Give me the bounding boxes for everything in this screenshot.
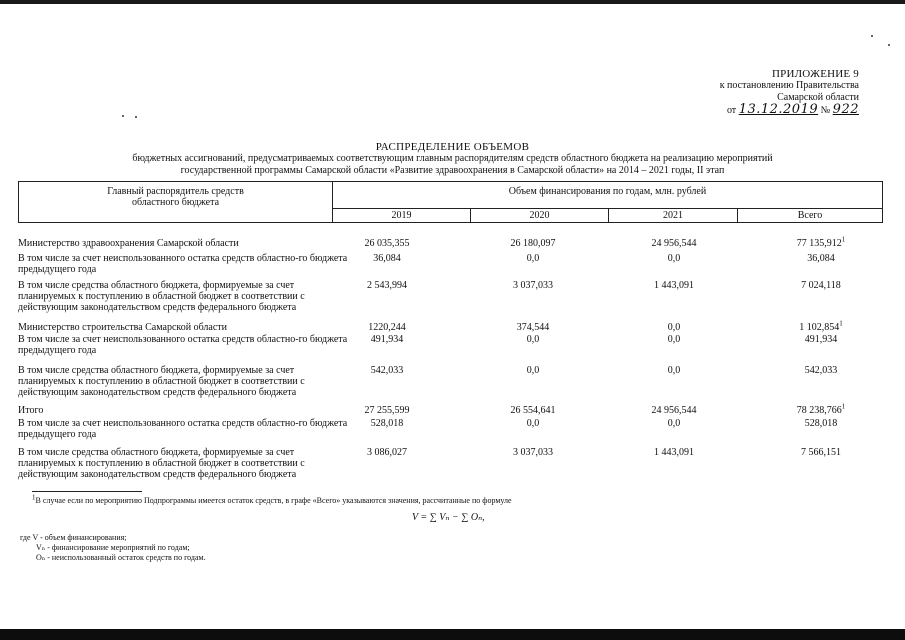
value-2019: 27 255,599	[364, 405, 410, 416]
row-label: В том числе средства областного бюджета, формируемые за счет планируемых к поступлению в областной бюджет в соответствии с действующим законодательством средств федерального бюджета	[18, 365, 305, 398]
value-2019: 542,033	[370, 365, 404, 376]
value-2021: 24 956,544	[651, 238, 697, 249]
value-2021: 0,0	[667, 365, 681, 376]
row-label: В том числе средства областного бюджета, формируемые за счет планируемых к поступлению в областной бюджет в соответствии с действующим законодательством средств федерального бюджета	[18, 280, 305, 313]
scan-speck	[888, 44, 890, 46]
footnote-mark: 1	[839, 319, 843, 328]
value-total: 528,018	[804, 418, 838, 429]
value-2019: 3 086,027	[367, 447, 407, 458]
row-label: В том числе средства областного бюджета, формируемые за счет планируемых к поступлению в областной бюджет в соответствии с действующим законодательством средств федерального бюджета	[18, 447, 305, 480]
row-label: Министерство строительства Самарской области	[18, 322, 228, 333]
annex-block	[720, 68, 859, 117]
annex-title: ПРИЛОЖЕНИЕ 9	[772, 68, 859, 80]
footnote-mark: 1	[841, 235, 846, 244]
scan-top-border	[0, 0, 905, 4]
row-label: Итого	[18, 405, 44, 416]
value-2019: 2 543,994	[367, 280, 407, 291]
value-2021: 24 956,544	[651, 405, 697, 416]
value-total: 7 024,118	[801, 280, 841, 291]
value-2021: 0,0	[667, 418, 681, 429]
value-2021: 0,0	[667, 322, 681, 333]
value-2020: 3 037,033	[513, 447, 553, 458]
annex-line1: к постановлению Правительства	[719, 80, 859, 91]
value-2020: 0,0	[526, 365, 540, 376]
decree-number: 922	[832, 102, 859, 117]
row-label: В том числе за счет неиспользованного остатка средств областно-го бюджета предыдущего года	[18, 253, 348, 275]
header-main-column: Главный распорядитель средств областного бюджета	[19, 182, 333, 223]
value-2019: 491,934	[370, 334, 404, 345]
value-total: 1 102,854$^1$	[799, 319, 843, 333]
document-subtitle-2: государственной программы Самарской области «Развитие здравоохранения в Самарской области» на 2014 – 2021 годы, II этап	[180, 165, 725, 176]
value-2020: 26 180,097	[510, 238, 556, 249]
header-total: Всего	[738, 209, 883, 223]
document-title: РАСПРЕДЕЛЕНИЕ ОБЪЕМОВ	[375, 141, 530, 153]
value-2021: 0,0	[667, 253, 681, 264]
value-2020: 374,544	[516, 322, 550, 333]
table-header	[18, 181, 883, 223]
legend-vn: Vₙ - финансирование мероприятий по годам;	[36, 543, 190, 552]
value-2021: 1 443,091	[654, 280, 694, 291]
value-2019: 26 035,355	[364, 238, 410, 249]
legend-on: Oₙ - неиспользованный остаток средств по годам.	[36, 553, 206, 562]
value-2020: 0,0	[526, 253, 540, 264]
scan-bottom-border	[0, 629, 905, 640]
value-2021: 0,0	[667, 334, 681, 345]
footnote-formula: V = ∑ Vₙ − ∑ Oₙ,	[412, 512, 485, 523]
footnote-mark: 1	[841, 402, 846, 411]
row-label: В том числе за счет неиспользованного остатка средств областно-го бюджета предыдущего года	[18, 418, 348, 440]
value-total: 77 135,912$^1$	[796, 235, 846, 249]
row-label: В том числе за счет неиспользованного остатка средств областно-го бюджета предыдущего года	[18, 334, 348, 356]
document-subtitle-1: бюджетных ассигнований, предусматриваемых соответствующим главным распорядителям средств областного бюджета на реализацию мероприятий	[132, 153, 773, 164]
value-2020: 3 037,033	[513, 280, 553, 291]
number-prefix: №	[820, 105, 831, 116]
header-group-column: Объем финансирования по годам, млн. рублей	[333, 182, 883, 209]
value-2019: 1220,244	[368, 322, 406, 333]
value-total: 78 238,766$^1$	[796, 402, 846, 416]
date-prefix: от	[726, 105, 737, 116]
value-2020: 0,0	[526, 334, 540, 345]
footnote-divider	[32, 491, 142, 492]
value-total: 36,084	[807, 253, 835, 264]
value-total: 7 566,151	[801, 447, 841, 458]
header-year-2019: 2019	[333, 209, 471, 223]
decree-date: 13.12.2019	[738, 102, 819, 117]
scan-speck	[135, 116, 137, 118]
scan-speck	[871, 35, 873, 37]
value-total: 491,934	[804, 334, 838, 345]
value-total: 542,033	[804, 365, 838, 376]
legend-v: где V - объем финансирования;	[20, 533, 127, 542]
annex-date-line	[720, 104, 859, 117]
value-2021: 1 443,091	[654, 447, 694, 458]
value-2020: 0,0	[526, 418, 540, 429]
value-2019: 36,084	[373, 253, 401, 264]
scan-speck	[122, 115, 124, 117]
header-year-2020: 2020	[471, 209, 609, 223]
footnote-text: $^1$В случае если по мероприятию Подпрограммы имеется остаток средств, в графе «Всего» указываются значения, рассчитанные по формуле	[32, 493, 512, 505]
value-2019: 528,018	[370, 418, 404, 429]
header-year-2021: 2021	[609, 209, 738, 223]
annex-line2: Самарской области	[777, 92, 859, 103]
formula-legend	[20, 533, 206, 563]
row-label: Министерство здравоохранения Самарской области	[18, 238, 239, 249]
value-2020: 26 554,641	[510, 405, 556, 416]
